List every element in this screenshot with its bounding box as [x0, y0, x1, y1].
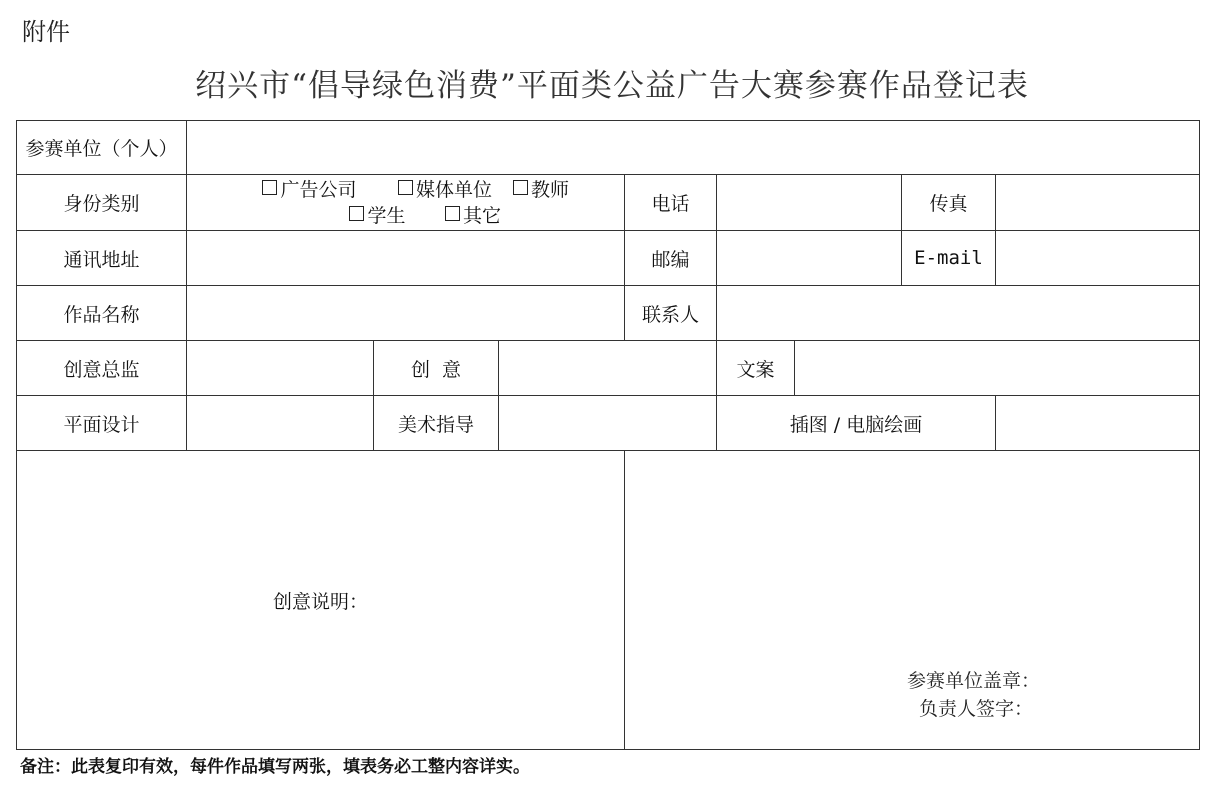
form-title: 绍兴市“倡导绿色消费”平面类公益广告大赛参赛作品登记表 — [195, 68, 1029, 104]
option-ad-company[interactable]: 广告公司 — [242, 177, 377, 203]
illustration-field[interactable] — [996, 396, 1200, 451]
row-address — [17, 231, 1200, 286]
creative-label: 创 意 — [374, 341, 499, 396]
description-field[interactable] — [17, 451, 625, 750]
work-name-label: 作品名称 — [17, 286, 187, 341]
contact-field[interactable] — [717, 286, 1200, 341]
stamp-label: 参赛单位盖章： — [907, 670, 1041, 692]
address-field[interactable] — [187, 231, 625, 286]
option-media[interactable]: 媒体单位 — [377, 177, 513, 203]
registration-table — [16, 120, 1200, 750]
checkbox-media[interactable] — [398, 180, 413, 195]
option-teacher[interactable]: 教师 — [513, 177, 569, 203]
row-description — [17, 451, 1200, 750]
row-work-name — [17, 286, 1200, 341]
entrant-label: 参赛单位（个人） — [17, 121, 187, 175]
checkbox-student[interactable] — [349, 206, 364, 221]
entrant-field[interactable] — [187, 121, 1200, 175]
identity-label: 身份类别 — [17, 175, 187, 231]
contact-label: 联系人 — [625, 286, 717, 341]
stamp-area[interactable] — [625, 451, 1200, 750]
copywriting-field[interactable] — [795, 341, 1200, 396]
copywriting-label: 文案 — [717, 341, 795, 396]
checkbox-teacher[interactable] — [513, 180, 528, 195]
fax-label: 传真 — [902, 175, 996, 231]
email-field[interactable] — [996, 231, 1200, 286]
checkbox-other[interactable] — [445, 206, 460, 221]
attachment-label: 附件 — [22, 18, 70, 46]
art-direction-label: 美术指导 — [374, 396, 499, 451]
creative-director-field[interactable] — [187, 341, 374, 396]
identity-options — [187, 175, 625, 231]
graphic-design-label: 平面设计 — [17, 396, 187, 451]
postcode-label: 邮编 — [625, 231, 717, 286]
option-student[interactable]: 学生 — [310, 203, 445, 229]
description-label: 创意说明： — [272, 590, 368, 613]
footer-note: 备注：此表复印有效，每件作品填写两张，填表务必工整内容详实。 — [20, 757, 530, 777]
row-design — [17, 396, 1200, 451]
postcode-field[interactable] — [717, 231, 902, 286]
row-identity — [17, 175, 1200, 231]
option-other[interactable]: 其它 — [445, 203, 501, 229]
signature-label: 负责人签字： — [919, 698, 1034, 720]
phone-field[interactable] — [717, 175, 902, 231]
row-entrant — [17, 121, 1200, 175]
illustration-label: 插图 / 电脑绘画 — [717, 396, 996, 451]
work-name-field[interactable] — [187, 286, 625, 341]
row-creative — [17, 341, 1200, 396]
checkbox-ad-company[interactable] — [262, 180, 277, 195]
art-direction-field[interactable] — [499, 396, 717, 451]
fax-field[interactable] — [996, 175, 1200, 231]
email-label: E-mail — [902, 231, 996, 286]
creative-field[interactable] — [499, 341, 717, 396]
phone-label: 电话 — [625, 175, 717, 231]
creative-director-label: 创意总监 — [17, 341, 187, 396]
address-label: 通讯地址 — [17, 231, 187, 286]
graphic-design-field[interactable] — [187, 396, 374, 451]
